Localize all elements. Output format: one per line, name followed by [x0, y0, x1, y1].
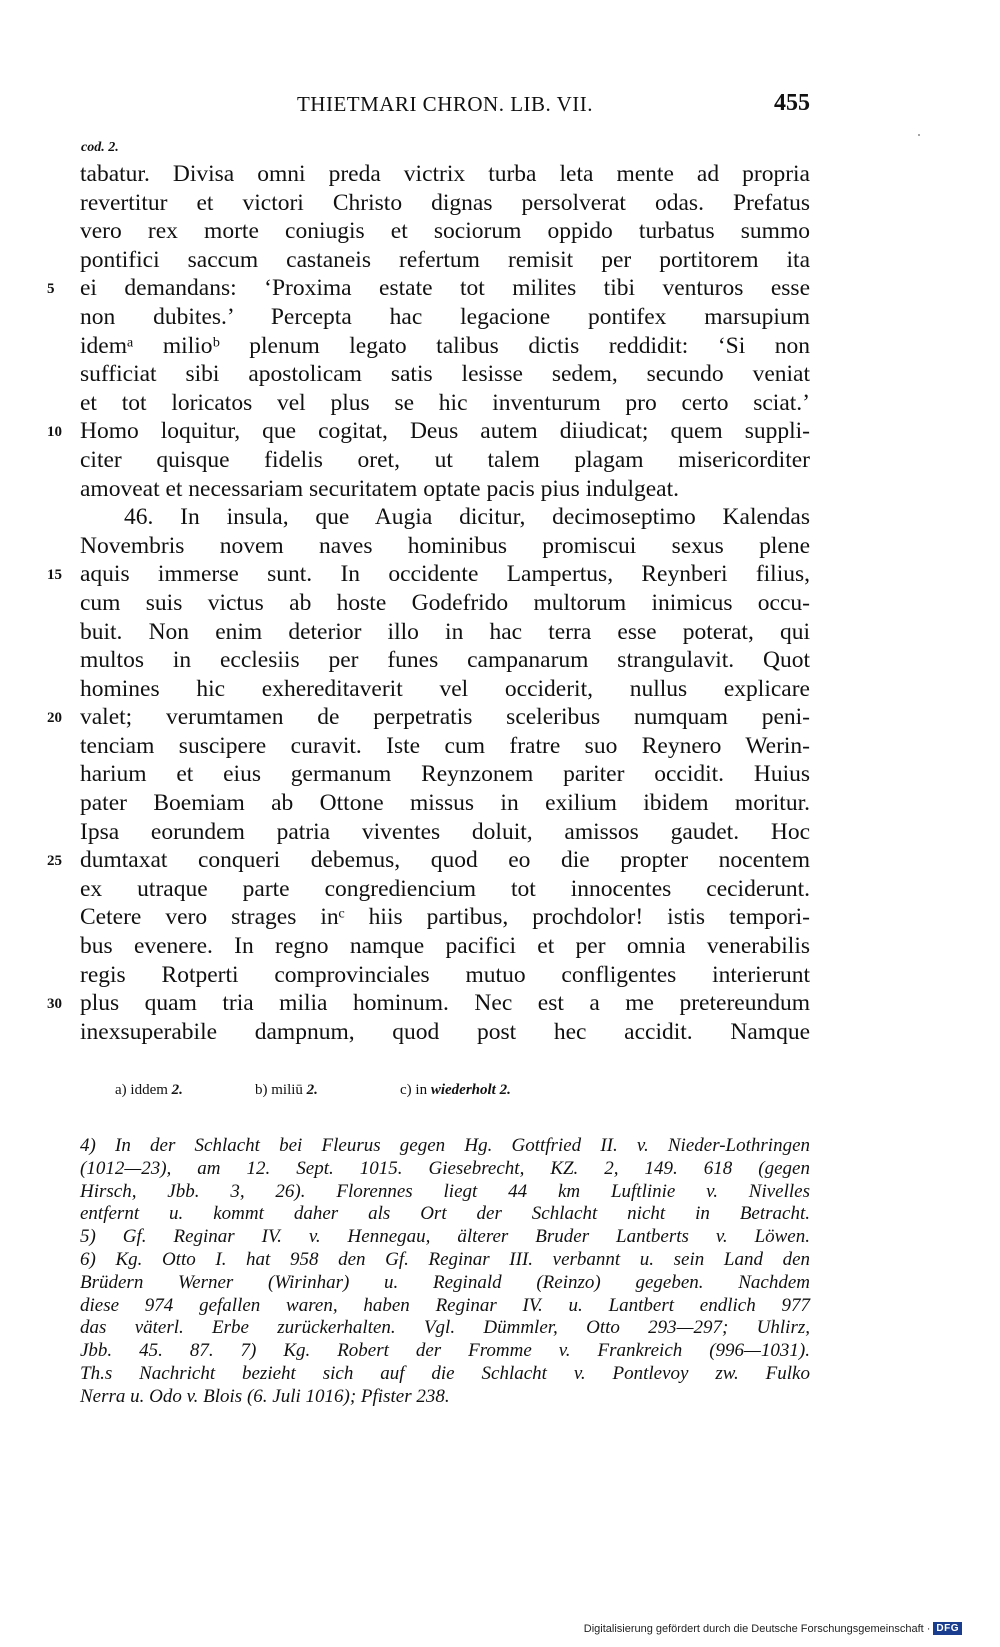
line-text: ei demandans: ‘Proxima estate tot milites tibi venturos esse — [80, 275, 810, 302]
line-text: idemᵃ milioᵇ plenum legato talibus dictis reddidit: ‘Si non — [80, 332, 810, 359]
footnote-line: 4) In der Schlacht bei Fleurus gegen Hg. Gottfried II. v. Nieder-Lothringen — [80, 1135, 810, 1156]
line-number: 25 — [47, 853, 62, 870]
line-text: multos in ecclesiis per funes campanarum strangulavit. Quot — [80, 647, 810, 674]
text-line — [80, 246, 810, 275]
footnote-line: entfernt u. kommt daher als Ort der Schlacht nicht in Betracht. — [80, 1203, 810, 1225]
footnote-line: diese 974 gefallen waren, haben Reginar IV. u. Lantbert endlich 977 — [80, 1294, 810, 1316]
text-line — [80, 789, 810, 818]
text-line — [80, 1018, 810, 1047]
line-text: buit. Non enim deterior illo in hac terra esse poterat, qui — [80, 618, 810, 645]
digitization-note: Digitalisierung gefördert durch die Deutsche Forschungsgemeinschaft — [583, 1622, 924, 1635]
apparatus-label: a) iddem — [115, 1082, 172, 1098]
footnote-line: Brüdern Werner (Wirinhar) u. Reginald (Reinzo) gegeben. Nachdem — [80, 1271, 810, 1293]
line-number: 5 — [47, 281, 55, 298]
text-line — [80, 875, 810, 904]
footnote-line: Nerra u. Odo v. Blois (6. Juli 1016); Pfister 238. — [80, 1385, 450, 1407]
text-line — [80, 532, 810, 561]
text-line — [47, 703, 810, 732]
text-line — [80, 389, 810, 418]
apparatus-entry — [400, 1082, 511, 1099]
text-line — [80, 446, 810, 475]
main-text — [47, 160, 810, 1046]
line-number: 30 — [47, 996, 62, 1013]
text-line — [80, 160, 810, 189]
text-line — [80, 332, 810, 361]
text-line — [80, 618, 810, 647]
text-line — [80, 646, 810, 675]
line-text: aquis immerse sunt. In occidente Lampertus, Reynberi filius, — [80, 561, 810, 588]
apparatus-label: b) miliū — [255, 1082, 307, 1098]
codex-note: cod. 2. — [81, 140, 119, 155]
footnote-line: Th.s Nachricht bezieht sich auf die Schlacht v. Pontlevoy zw. Fulko — [80, 1362, 810, 1384]
text-line — [80, 475, 810, 504]
line-text: Homo loquitur, que cogitat, Deus autem diiudicat; quem suppli- — [80, 418, 810, 445]
apparatus-entry — [115, 1082, 183, 1099]
footnote-line: 6) Kg. Otto I. hat 958 den Gf. Reginar III. verbannt u. sein Land den — [80, 1248, 810, 1270]
apparatus-label: c) in — [400, 1082, 431, 1098]
critical-apparatus — [115, 1082, 675, 1106]
line-text: bus evenere. In regno namque pacifici et per omnia venerabilis — [80, 933, 810, 960]
line-text: vero rex morte coniugis et sociorum oppido turbatus summo — [80, 218, 810, 245]
text-line — [80, 217, 810, 246]
text-line — [80, 818, 810, 847]
line-text: pontifici saccum castaneis refertum remisit per portitorem ita — [80, 246, 810, 273]
line-text: amoveat et necessariam securitatem optate pacis pius indulgeat. — [80, 475, 680, 502]
dfg-logo: DFG — [933, 1622, 962, 1635]
text-line — [80, 732, 810, 761]
line-text: 46. In insula, que Augia dicitur, decimoseptimo Kalendas — [124, 504, 810, 531]
text-line — [47, 560, 810, 589]
text-line — [47, 417, 810, 446]
line-text: citer quisque fidelis oret, ut talem plagam misericorditer — [80, 446, 810, 473]
apparatus-entry — [255, 1082, 318, 1099]
line-text: cum suis victus ab hoste Godefrido multorum inimicus occu- — [80, 589, 810, 616]
text-line — [47, 274, 810, 303]
text-line — [80, 675, 810, 704]
page-number: 455 — [774, 90, 810, 116]
page-header — [80, 92, 810, 126]
text-line — [80, 303, 810, 332]
text-line — [80, 760, 810, 789]
line-text: Novembris novem naves hominibus promiscui sexus plene — [80, 532, 810, 559]
line-text: valet; verumtamen de perpetratis sceleribus numquam peni- — [80, 704, 810, 731]
text-line — [47, 846, 810, 875]
line-text: inexsuperabile dampnum, quod post hec accidit. Namque — [80, 1018, 810, 1045]
line-text: tenciam suscipere curavit. Iste cum fratre suo Reynero Werin- — [80, 732, 810, 759]
footnote-line: 5) Gf. Reginar IV. v. Hennegau, älterer Bruder Lantberts v. Löwen. — [80, 1226, 810, 1248]
line-text: non dubites.’ Percepta hac legacione pontifex marsupium — [80, 303, 810, 330]
line-text: pater Boemiam ab Ottone missus in exilium ibidem moritur. — [80, 790, 810, 817]
line-text: dumtaxat conqueri debemus, quod eo die propter nocentem — [80, 847, 810, 874]
footnote-line: Jbb. 45. 87. 7) Kg. Robert der Fromme v. Frankreich (996—1031). — [80, 1340, 810, 1362]
apparatus-source: 2. — [306, 1082, 318, 1098]
apparatus-source: 2. — [171, 1082, 183, 1098]
line-text: ex utraque parte congrediencium tot innocentes ceciderunt. — [80, 875, 810, 902]
text-line — [80, 589, 810, 618]
line-text: plus quam tria milia hominum. Nec est a me pretereundum — [80, 990, 810, 1017]
apparatus-source: wiederholt 2. — [430, 1082, 511, 1098]
line-text: harium et eius germanum Reynzonem pariter occidit. Huius — [80, 761, 810, 788]
line-text: revertitur et victori Christo dignas persolverat odas. Prefatus — [80, 189, 810, 216]
text-line — [80, 903, 810, 932]
text-line — [80, 932, 810, 961]
line-text: sufficiat sibi apostolicam satis lesisse sedem, secundo veniat — [80, 361, 810, 388]
line-number: 20 — [47, 710, 62, 727]
footnote-line: Hirsch, Jbb. 3, 26). Florennes liegt 44 km Luftlinie v. Nivelles — [80, 1180, 810, 1202]
footnotes — [80, 1135, 810, 1409]
text-line — [80, 360, 810, 389]
scan-speck — [918, 134, 920, 136]
line-text: Cetere vero strages inᶜ hiis partibus, prochdolor! istis tempori- — [80, 904, 810, 931]
footnote-line: das väterl. Erbe zurückerhalten. Vgl. Dümmler, Otto 293—297; Uhlirz, — [80, 1317, 810, 1339]
line-text: regis Rotperti comprovinciales mutuo confligentes interierunt — [80, 961, 810, 988]
text-line — [80, 503, 810, 532]
text-line — [80, 189, 810, 218]
line-number: 10 — [47, 424, 62, 441]
line-text: homines hic exhereditaverit vel occiderit, nullus explicare — [80, 675, 810, 702]
running-title: THIETMARI CHRON. LIB. VII. — [296, 92, 594, 116]
text-line — [80, 961, 810, 990]
text-line — [47, 989, 810, 1018]
line-text: tabatur. Divisa omni preda victrix turba leta mente ad propria — [80, 161, 810, 187]
digitization-credit: Digitalisierung gefördert durch die Deutsche Forschungsgemeinschaft · DFG — [584, 1622, 962, 1635]
line-number: 15 — [47, 567, 62, 584]
line-text: et tot loricatos vel plus se hic inventurum pro certo sciat.’ — [80, 389, 810, 416]
footnote-line: (1012—23), am 12. Sept. 1015. Giesebrecht, KZ. 2, 149. 618 (gegen — [80, 1157, 810, 1179]
line-text: Ipsa eorundem patria viventes doluit, amissos gaudet. Hoc — [80, 818, 810, 845]
